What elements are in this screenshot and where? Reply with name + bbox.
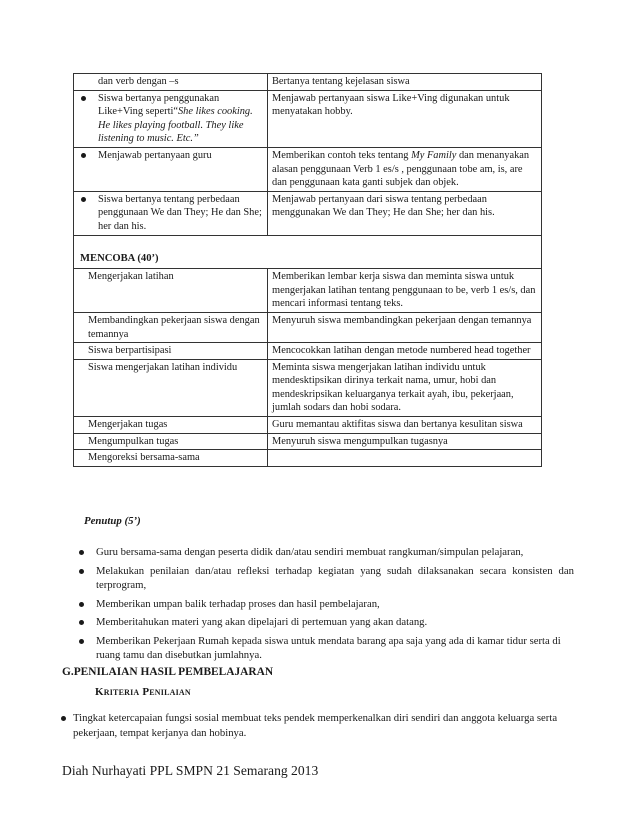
table-cell: Mengoreksi bersama-sama [74,450,268,467]
list-item [74,615,574,630]
list-item-text: Tingkat ketercapaian fungsi sosial membuat teks pendek memperkenalkan diri sendiri dan anggota keluarga serta pekerjaan, tempat kerjanya dan hobinya. [73,712,558,739]
bullet-icon [61,716,66,721]
table-row [74,74,542,91]
section-heading: MENCOBA (40’) [74,235,542,269]
table-row [74,312,542,342]
table-cell: Guru memantau aktifitas siswa dan bertanya kesulitan siswa [268,417,542,434]
list-item [61,711,581,740]
table-row [74,90,542,147]
table-cell: Meminta siswa mengerjakan latihan individu untuk mendesktipsikan dirinya terkait nama, umur, hobi dan mendeskripsikan keluarganya terkait ayah, ibu, pekerjaan, jumlah sodars dan hobi sodara. [268,359,542,416]
bullet-icon [79,620,84,625]
list-item [74,634,574,663]
table-cell: Siswa mengerjakan latihan individu [74,359,268,416]
list-item-text: Guru bersama-sama dengan peserta didik dan/atau sendiri membuat rangkuman/simpulan pelajaran, [96,546,524,558]
cell-text: Memberikan contoh teks tentang [272,149,412,161]
bullet-icon [79,602,84,607]
cell-text: dan menanyakan alasan penggunaan Verb 1 es/s , penggunaan tobe am, is, are dan penggunaan kata ganti subjek dan objek. [272,149,530,189]
table-cell: Membandingkan pekerjaan siswa dengan temannya [74,312,268,342]
list-item-text: Melakukan penilaian dan/atau refleksi terhadap kegiatan yang sudah dilaksanakan secara konsisten dan terprogram, [96,564,574,591]
cell-text: Menjawab pertanyaan guru [98,149,212,161]
bullet-icon [81,96,86,101]
table-row [74,343,542,360]
cell-text-italic: My Family [411,149,457,161]
table-cell: Mengumpulkan tugas [74,433,268,450]
cell-text-italic: She likes cooking. He likes playing football. They like listening to music. Etc.” [98,106,253,145]
list-item [74,564,574,593]
table-cell: Memberikan lembar kerja siswa dan meminta siswa untuk mengerjakan latihan tentang penggunaan to be, verb 1 es/s, dan mencari informasi tentang teks. [268,269,542,313]
table-row [74,359,542,416]
table-cell [74,90,268,147]
table-cell [268,147,542,191]
table-cell: Menyuruh siswa membandingkan pekerjaan dengan temannya [268,312,542,342]
table-cell [74,191,268,235]
penutup-list [74,545,574,667]
table-cell [268,450,542,467]
list-item-text: Memberikan Pekerjaan Rumah kepada siswa untuk mendata barang apa saja yang ada di kamar tidur serta di ruang tamu dan disebutkan jumlahnya. [96,634,561,661]
page-footer: Diah Nurhayati PPL SMPN 21 Semarang 2013 [62,763,319,778]
list-item-text: Memberitahukan materi yang akan dipelajari di pertemuan yang akan datang. [96,616,428,628]
table-row [74,450,542,467]
table-cell: Mencocokkan latihan dengan metode numbered head together [268,343,542,360]
table-row [74,417,542,434]
table-cell: Mengerjakan latihan [74,269,268,313]
section-title: G.PENILAIAN HASIL PEMBELAJARAN [62,666,274,678]
subsection-title: Kriteria Penilaian [95,686,191,698]
table-cell: Menjawab pertanyaan siswa Like+Ving digunakan untuk menyatakan hobby. [268,90,542,147]
table-row [74,191,542,235]
activity-table [73,73,542,467]
bullet-icon [81,153,86,158]
section-row [74,235,542,269]
penutup-heading: Penutup (5’) [84,515,141,527]
penilaian-list [61,711,581,740]
list-item [74,545,574,560]
table-cell: dan verb dengan –s [74,74,268,91]
bullet-icon [79,569,84,574]
cell-text: Siswa bertanya tentang perbedaan penggunaan We dan They; He dan She; her dan his. [98,193,262,232]
table-cell: Bertanya tentang kejelasan siswa [268,74,542,91]
table-cell: Menjawab pertanyaan dari siswa tentang perbedaan menggunakan We dan They; He dan She; her dan his. [268,191,542,235]
table-row [74,269,542,313]
table-cell: Siswa berpartisipasi [74,343,268,360]
bullet-icon [79,550,84,555]
bullet-icon [79,639,84,644]
table-row [74,433,542,450]
list-item [74,597,574,612]
cell-text: Siswa bertanya penggunakan Like+Ving seperti“ [98,92,220,118]
table-cell: Mengerjakan tugas [74,417,268,434]
list-item-text: Memberikan umpan balik terhadap proses dan hasil pembelajaran, [96,597,380,610]
table-row [74,147,542,191]
table-cell [74,147,268,191]
bullet-icon [81,197,86,202]
table-cell: Menyuruh siswa mengumpulkan tugasnya [268,433,542,450]
